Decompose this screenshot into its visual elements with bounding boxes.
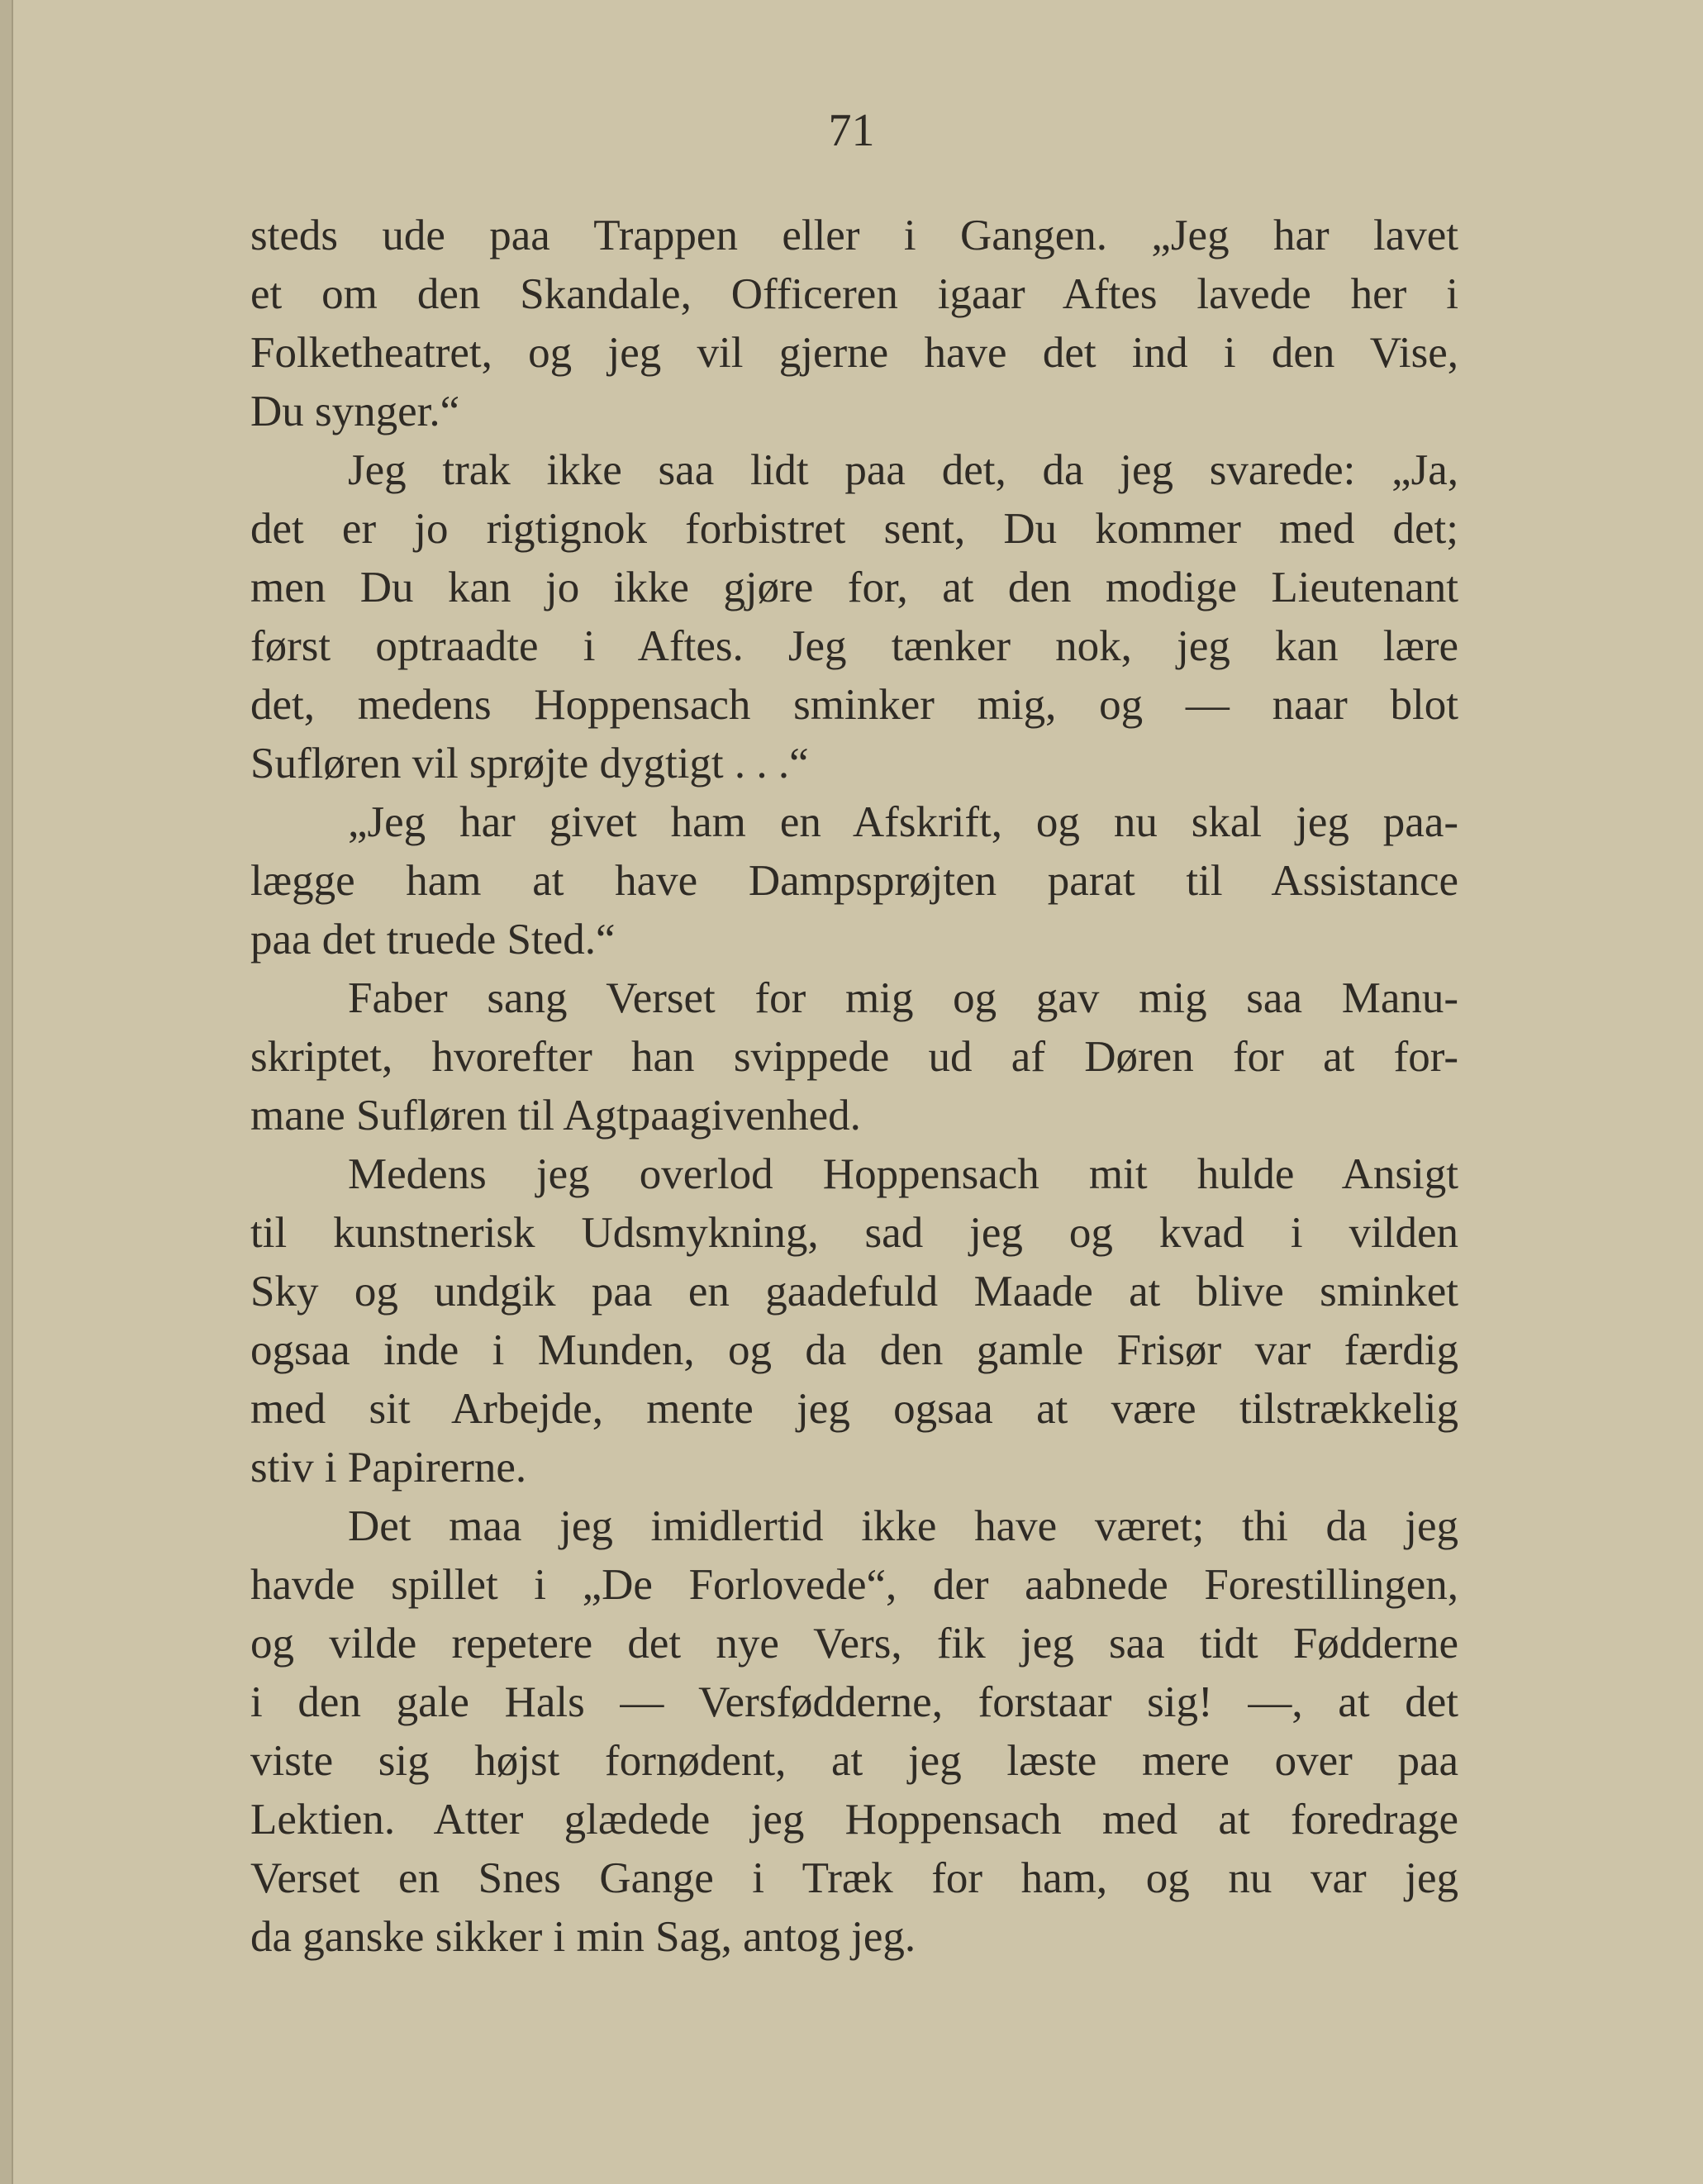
text-line: da ganske sikker i min Sag, antog jeg.: [250, 1913, 916, 1961]
text-line: stiv i Papirerne.: [250, 1444, 527, 1492]
text-line: det, medens Hoppensach sminker mig, og — naar blot: [250, 681, 1458, 729]
text-line: Sky og undgik paa en gaadefuld Maade at blive sminket: [250, 1268, 1458, 1316]
text-line: til kunstnerisk Udsmykning, sad jeg og kvad i vilden: [250, 1209, 1458, 1257]
text-line: ogsaa inde i Munden, og da den gamle Frisør var færdig: [250, 1326, 1458, 1374]
text-line: Verset en Snes Gange i Træk for ham, og nu var jeg: [250, 1854, 1458, 1902]
text-line: mane Sufløren til Agtpaagivenhed.: [250, 1092, 861, 1140]
page-number: 71: [828, 105, 875, 156]
text-line: „Jeg har givet ham en Afskrift, og nu skal jeg paa-: [348, 798, 1458, 846]
text-line: Du synger.“: [250, 388, 460, 435]
text-line: Sufløren vil sprøjte dygtigt . . .“: [250, 740, 809, 787]
text-line: paa det truede Sted.“: [250, 916, 616, 964]
text-line: steds ude paa Trappen eller i Gangen. „Jeg har lavet: [250, 212, 1458, 259]
text-line: Lektien. Atter glædede jeg Hoppensach med at foredrage: [250, 1796, 1458, 1844]
text-line: Det maa jeg imidlertid ikke have været; thi da jeg: [348, 1502, 1458, 1550]
text-line: det er jo rigtignok forbistret sent, Du kommer med det;: [250, 505, 1458, 553]
page-binding-edge: [0, 0, 13, 2184]
text-line: Faber sang Verset for mig og gav mig saa Manu-: [348, 974, 1458, 1022]
text-line: et om den Skandale, Officeren igaar Aftes lavede her i: [250, 270, 1458, 318]
text-line: viste sig højst fornødent, at jeg læste mere over paa: [250, 1737, 1458, 1785]
text-line: Medens jeg overlod Hoppensach mit hulde Ansigt: [348, 1150, 1458, 1198]
text-line: skriptet, hvorefter han svippede ud af Døren for at for-: [250, 1033, 1458, 1081]
body-text: [250, 207, 1458, 1967]
text-line: havde spillet i „De Forlovede“, der aabnede Forestillingen,: [250, 1561, 1458, 1609]
text-line: lægge ham at have Dampsprøjten parat til Assistance: [250, 857, 1458, 905]
text-line: men Du kan jo ikke gjøre for, at den modige Lieutenant: [250, 564, 1458, 611]
text-line: Folketheatret, og jeg vil gjerne have det ind i den Vise,: [250, 329, 1458, 377]
text-line: med sit Arbejde, mente jeg ogsaa at være tilstrækkelig: [250, 1385, 1458, 1433]
text-line: og vilde repetere det nye Vers, fik jeg saa tidt Fødderne: [250, 1620, 1458, 1668]
text-line: i den gale Hals — Versfødderne, forstaar sig! —, at det: [250, 1678, 1458, 1726]
text-line: Jeg trak ikke saa lidt paa det, da jeg svarede: „Ja,: [348, 446, 1458, 494]
text-line: først optraadte i Aftes. Jeg tænker nok, jeg kan lære: [250, 622, 1458, 670]
